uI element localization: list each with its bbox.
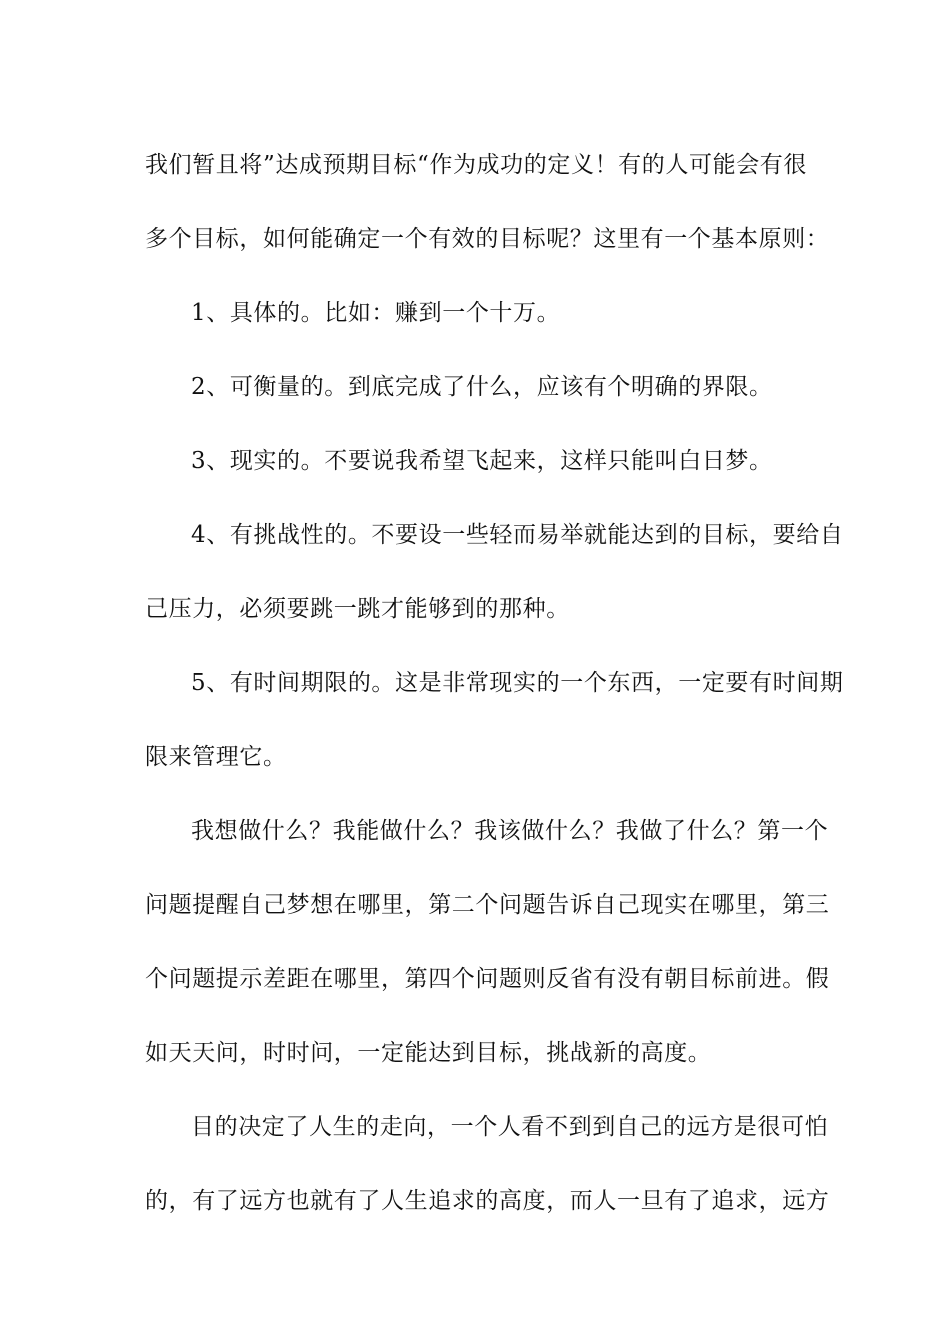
paragraph-principle-3 <box>145 424 807 498</box>
text-line: 问题提醒自己梦想在哪里，第二个问题告诉自己现实在哪里，第三 <box>145 892 830 918</box>
document-body <box>145 128 844 1238</box>
text-line: 2、可衡量的。到底完成了什么，应该有个明确的界限。 <box>191 374 773 400</box>
paragraph-questions <box>145 794 830 1090</box>
text-line: 我想做什么？我能做什么？我该做什么？我做了什么？第一个 <box>191 818 829 844</box>
paragraph-purpose <box>145 1090 830 1238</box>
text-line: 多个目标，如何能确定一个有效的目标呢？这里有一个基本原则： <box>145 226 830 252</box>
text-line: 个问题提示差距在哪里，第四个问题则反省有没有朝目标前进。假 <box>145 966 830 992</box>
text-line: 目的决定了人生的走向，一个人看不到到自己的远方是很可怕 <box>191 1114 829 1140</box>
text-line: 如天天问，时时问，一定能达到目标，挑战新的高度。 <box>145 1040 712 1066</box>
text-line: 3、现实的。不要说我希望飞起来，这样只能叫白日梦。 <box>191 448 773 474</box>
text-line: 我们暂且将”达成预期目标“作为成功的定义！有的人可能会有很 <box>145 152 807 178</box>
paragraph-principle-1 <box>145 276 807 350</box>
paragraph-principle-4 <box>145 498 844 646</box>
text-line: 5、有时间期限的。这是非常现实的一个东西，一定要有时间期 <box>191 670 844 696</box>
text-line: 4、有挑战性的。不要设一些轻而易举就能达到的目标，要给自 <box>191 522 844 548</box>
paragraph-principle-5 <box>145 646 844 794</box>
text-line: 1、具体的。比如：赚到一个十万。 <box>191 300 561 326</box>
paragraph-intro <box>145 128 830 276</box>
text-line: 己压力，必须要跳一跳才能够到的那种。 <box>145 596 570 622</box>
paragraph-principle-2 <box>145 350 807 424</box>
text-line: 限来管理它。 <box>145 744 287 770</box>
text-line: 的，有了远方也就有了人生追求的高度，而人一旦有了追求，远方 <box>145 1188 830 1214</box>
